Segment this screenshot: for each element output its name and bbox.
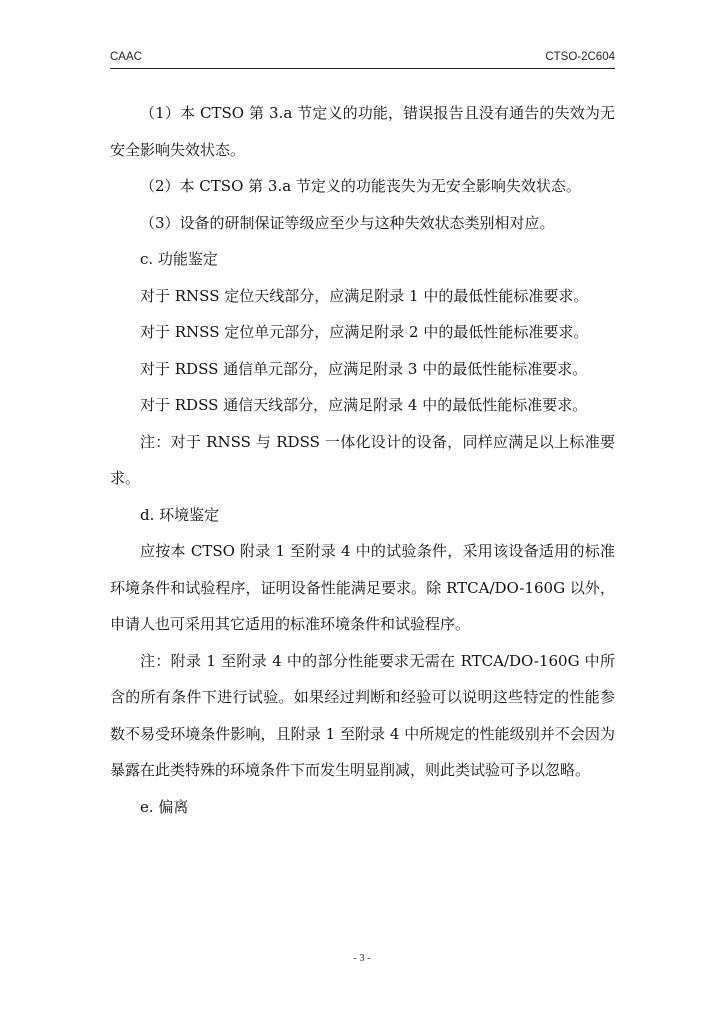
header-divider — [110, 68, 615, 69]
paragraph-environmental-note: 注：附录 1 至附录 4 中的部分性能要求无需在 RTCA/DO-160G 中所含的所有条件下进行试验。如果经过判断和经验可以说明这些特定的性能参数不易受环境条件影响，且附录 1 至附录 4 中所规定的性能级别并不会因为暴露在此类特殊的环境条件下而发生明显削减，则此类试验可予以忽略。 — [110, 651, 615, 779]
paragraph-rdss-unit: 对于 RDSS 通信单元部分，应满足附录 3 中的最低性能标准要求。 — [140, 359, 588, 378]
paragraph-rnss-unit: 对于 RNSS 定位单元部分，应满足附录 2 中的最低性能标准要求。 — [140, 323, 589, 341]
paragraph-integrated-note: 注：对于 RNSS 与 RDSS 一体化设计的设备，同样应满足以上标准要求。 — [110, 432, 615, 487]
paragraph-environmental-conditions: 应按本 CTSO 附录 1 至附录 4 中的试验条件，采用该设备适用的标准环境条件和试验程序，证明设备性能满足要求。除 RTCA/DO-160G 以外，申请人也可采用其它适用的标准环境条件和试验程序。 — [110, 542, 615, 633]
paragraph-rnss-antenna: 对于 RNSS 定位天线部分，应满足附录 1 中的最低性能标准要求。 — [140, 286, 589, 305]
paragraph-failure-condition-3: （3）设备的研制保证等级应至少与这种失效状态类别相对应。 — [140, 213, 555, 232]
section-heading-functional-qualification: c. 功能鉴定 — [140, 250, 218, 268]
paragraph-failure-condition-2: （2）本 CTSO 第 3.a 节定义的功能丧失为无安全影响失效状态。 — [140, 177, 581, 195]
header-doc-number: CTSO-2C604 — [545, 51, 615, 63]
header-org: CAAC — [110, 51, 142, 63]
document-body — [110, 95, 615, 825]
section-heading-deviations: e. 偏离 — [140, 797, 189, 816]
page-number: - 3 - — [353, 953, 371, 964]
paragraph-failure-condition-1: （1）本 CTSO 第 3.a 节定义的功能，错误报告且没有通告的失效为无安全影响失效状态。 — [110, 104, 615, 159]
paragraph-rdss-antenna: 对于 RDSS 通信天线部分，应满足附录 4 中的最低性能标准要求。 — [140, 396, 588, 414]
section-heading-environmental-qualification: d. 环境鉴定 — [140, 505, 220, 524]
page-header — [110, 51, 615, 67]
